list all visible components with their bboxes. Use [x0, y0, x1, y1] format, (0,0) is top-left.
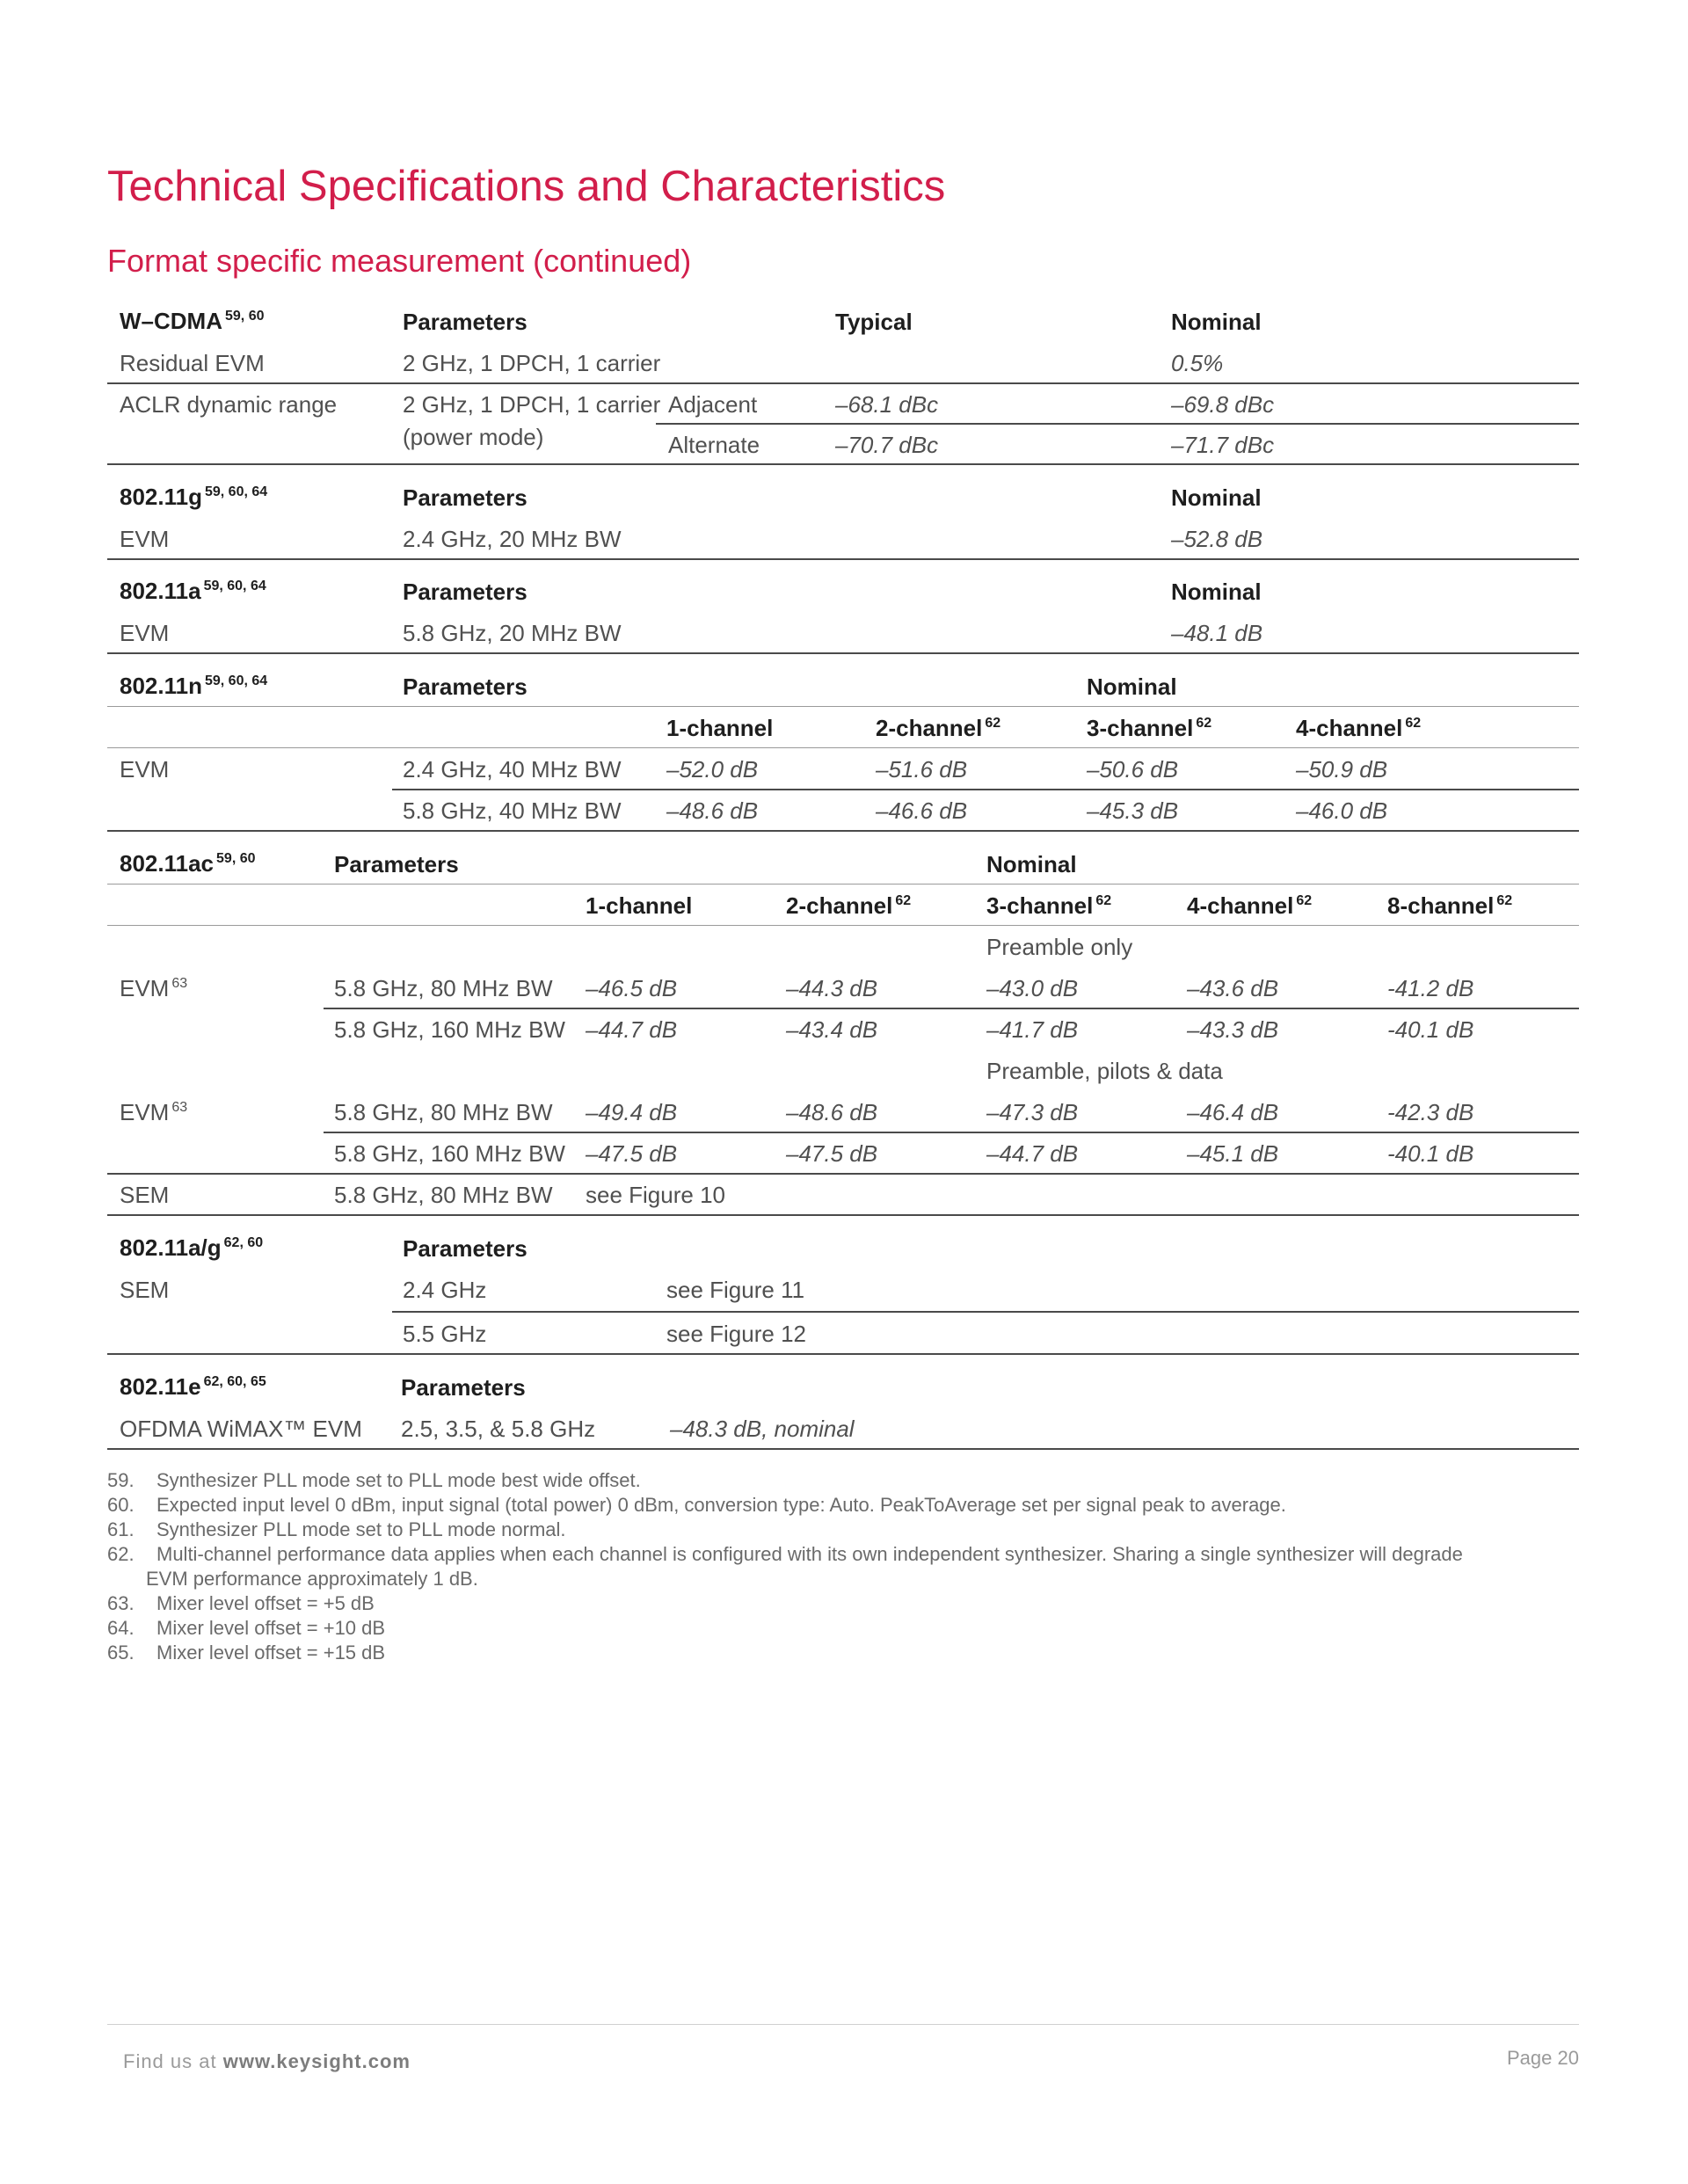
value-cell: –43.3 dB [1187, 1016, 1279, 1043]
row-param: 2.4 GHz [403, 1277, 487, 1303]
value-cell: –50.6 dB [1087, 756, 1179, 783]
footer-divider [107, 2024, 1579, 2025]
typical-value: –68.1 dBc [835, 391, 939, 418]
value-cell: –43.0 dB [986, 975, 1079, 1001]
nominal-value: –71.7 dBc [1171, 432, 1275, 458]
col-header-parameters: Parameters [403, 673, 528, 700]
80211e-header: 802.11e $^{62, 60, 65}$ [120, 1373, 266, 1400]
footnote: 63. Mixer level offset = +5 dB [107, 1592, 375, 1614]
alternate-label: Alternate [668, 432, 760, 458]
row-divider [107, 925, 1579, 926]
value-cell: –46.0 dB [1296, 797, 1388, 824]
value-cell: –45.3 dB [1087, 797, 1179, 824]
figure-reference: see Figure 12 [666, 1321, 806, 1347]
section-divider [107, 1448, 1579, 1450]
value-cell: –52.0 dB [666, 756, 759, 783]
section-divider [107, 830, 1579, 832]
80211ac-header: 802.11ac $^{59, 60}$ [120, 850, 256, 877]
col-header-nominal: Nominal [1171, 579, 1262, 605]
figure-reference: see Figure 11 [666, 1277, 805, 1303]
row-divider [107, 382, 1579, 384]
row-label: OFDMA WiMAX™ EVM [120, 1416, 362, 1442]
nominal-value: –52.8 dB [1171, 526, 1263, 552]
row-param: 2.4 GHz, 20 MHz BW [403, 526, 622, 552]
value-cell: –48.6 dB [786, 1099, 878, 1125]
footnote: 59. Synthesizer PLL mode set to PLL mode best wide offset. [107, 1469, 641, 1491]
80211n-header: 802.11n $^{59, 60, 64}$ [120, 673, 268, 699]
channel-header: 1-channel [666, 715, 774, 741]
value-cell: –45.1 dB [1187, 1140, 1279, 1167]
value-cell: –46.4 dB [1187, 1099, 1279, 1125]
channel-header: 3-channel $^{62}$ [1087, 715, 1212, 741]
wcdma-header: W–CDMA $^{59, 60}$ [120, 308, 265, 334]
footnote: 61. Synthesizer PLL mode set to PLL mode normal. [107, 1518, 566, 1540]
row-param: 5.8 GHz, 80 MHz BW [334, 1182, 553, 1208]
value-cell: –44.7 dB [586, 1016, 678, 1043]
row-param-cont: (power mode) [403, 424, 544, 450]
value-cell: –41.7 dB [986, 1016, 1079, 1043]
col-header-parameters: Parameters [403, 484, 528, 511]
channel-header: 4-channel $^{62}$ [1296, 715, 1422, 741]
col-header-parameters: Parameters [334, 851, 459, 877]
typical-value: –70.7 dBc [835, 432, 939, 458]
nominal-value: –48.1 dB [1171, 620, 1263, 646]
page-number: Page 20 [1507, 2047, 1579, 2069]
row-divider [324, 1008, 1579, 1009]
row-param: 5.8 GHz, 160 MHz BW [334, 1140, 565, 1167]
value-cell: –48.6 dB [666, 797, 759, 824]
footnote-continuation: EVM performance approximately 1 dB. [146, 1568, 478, 1590]
row-divider [656, 423, 1579, 425]
footnote: 62. Multi-channel performance data applies when each channel is configured with its own independent synthesizer. Sharing a single synthesizer will degrade [107, 1543, 1463, 1565]
nominal-value: –69.8 dBc [1171, 391, 1275, 418]
value-cell: –46.5 dB [586, 975, 678, 1001]
col-header-parameters: Parameters [403, 579, 528, 605]
value-cell: -41.2 dB [1387, 975, 1474, 1001]
row-divider [107, 706, 1579, 707]
row-label: ACLR dynamic range [120, 391, 338, 418]
col-header-nominal: Nominal [1087, 673, 1177, 700]
footer-find-us: Find us at www.keysight.com [123, 2050, 411, 2072]
row-label: EVM [120, 526, 170, 552]
channel-header: 2-channel $^{62}$ [786, 892, 912, 919]
row-param: 2 GHz, 1 DPCH, 1 carrier [403, 391, 661, 418]
value-cell: -40.1 dB [1387, 1016, 1474, 1043]
section-divider [107, 558, 1579, 560]
row-label: EVM [120, 756, 170, 783]
value-cell: –51.6 dB [876, 756, 968, 783]
section-divider [107, 1214, 1579, 1216]
section-title: Format specific measurement (continued) [107, 243, 692, 279]
row-param: 5.8 GHz, 160 MHz BW [334, 1016, 565, 1043]
channel-header: 2-channel $^{62}$ [876, 715, 1001, 741]
value-cell: –47.3 dB [986, 1099, 1079, 1125]
row-label: EVM [120, 620, 170, 646]
row-divider [392, 789, 1579, 790]
row-divider [107, 884, 1579, 885]
nominal-value: 0.5% [1171, 350, 1224, 376]
adjacent-label: Adjacent [668, 391, 758, 418]
value-cell: –44.3 dB [786, 975, 878, 1001]
row-label: EVM $^{63}$ [120, 975, 188, 1001]
row-param: 5.8 GHz, 80 MHz BW [334, 1099, 553, 1125]
col-header-parameters: Parameters [403, 1235, 528, 1262]
section-divider [107, 463, 1579, 465]
row-param: 5.8 GHz, 80 MHz BW [334, 975, 553, 1001]
value-cell: –44.7 dB [986, 1140, 1079, 1167]
section-divider [107, 652, 1579, 654]
group-note: Preamble, pilots & data [986, 1058, 1223, 1084]
col-header-nominal: Nominal [1171, 309, 1262, 335]
col-header-nominal: Nominal [1171, 484, 1262, 511]
80211a-header: 802.11a $^{59, 60, 64}$ [120, 578, 266, 604]
row-param: 5.5 GHz [403, 1321, 487, 1347]
channel-header: 8-channel $^{62}$ [1387, 892, 1513, 919]
row-param: 2.4 GHz, 40 MHz BW [403, 756, 622, 783]
value-cell: –46.6 dB [876, 797, 968, 824]
row-divider [324, 1132, 1579, 1133]
row-param: 5.8 GHz, 20 MHz BW [403, 620, 622, 646]
value-cell: –43.6 dB [1187, 975, 1279, 1001]
row-label: Residual EVM [120, 350, 265, 376]
channel-header: 1-channel [586, 892, 693, 919]
80211ag-header: 802.11a/g $^{62, 60}$ [120, 1234, 264, 1261]
group-note: Preamble only [986, 934, 1133, 960]
figure-reference: see Figure 10 [586, 1182, 725, 1208]
row-divider [107, 747, 1579, 748]
value-cell: -40.1 dB [1387, 1140, 1474, 1167]
col-header-parameters: Parameters [403, 309, 528, 335]
footnote: 60. Expected input level 0 dBm, input signal (total power) 0 dBm, conversion type: Auto. PeakToAverage set per signal peak to average. [107, 1494, 1286, 1516]
footnote: 65. Mixer level offset = +15 dB [107, 1642, 386, 1663]
value-cell: –50.9 dB [1296, 756, 1388, 783]
value-cell: –43.4 dB [786, 1016, 878, 1043]
value-cell: -42.3 dB [1387, 1099, 1474, 1125]
row-param: 5.8 GHz, 40 MHz BW [403, 797, 622, 824]
row-label: EVM $^{63}$ [120, 1099, 188, 1125]
page-title: Technical Specifications and Characteristics [107, 163, 946, 210]
col-header-nominal: Nominal [986, 851, 1077, 877]
value-cell: –47.5 dB [586, 1140, 678, 1167]
col-header-parameters: Parameters [401, 1374, 526, 1401]
nominal-value: –48.3 dB, nominal [670, 1416, 855, 1442]
col-header-typical: Typical [835, 309, 913, 335]
row-divider [107, 1173, 1579, 1175]
footnote: 64. Mixer level offset = +10 dB [107, 1617, 386, 1639]
footer-link[interactable]: www.keysight.com [222, 2050, 411, 2072]
row-divider [392, 1311, 1579, 1313]
channel-header: 4-channel $^{62}$ [1187, 892, 1313, 919]
value-cell: –47.5 dB [786, 1140, 878, 1167]
value-cell: –49.4 dB [586, 1099, 678, 1125]
channel-header: 3-channel $^{62}$ [986, 892, 1112, 919]
80211g-header: 802.11g $^{59, 60, 64}$ [120, 484, 268, 510]
row-label: SEM [120, 1277, 170, 1303]
row-label: SEM [120, 1182, 170, 1208]
row-param: 2 GHz, 1 DPCH, 1 carrier [403, 350, 661, 376]
section-divider [107, 1353, 1579, 1355]
row-param: 2.5, 3.5, & 5.8 GHz [401, 1416, 596, 1442]
